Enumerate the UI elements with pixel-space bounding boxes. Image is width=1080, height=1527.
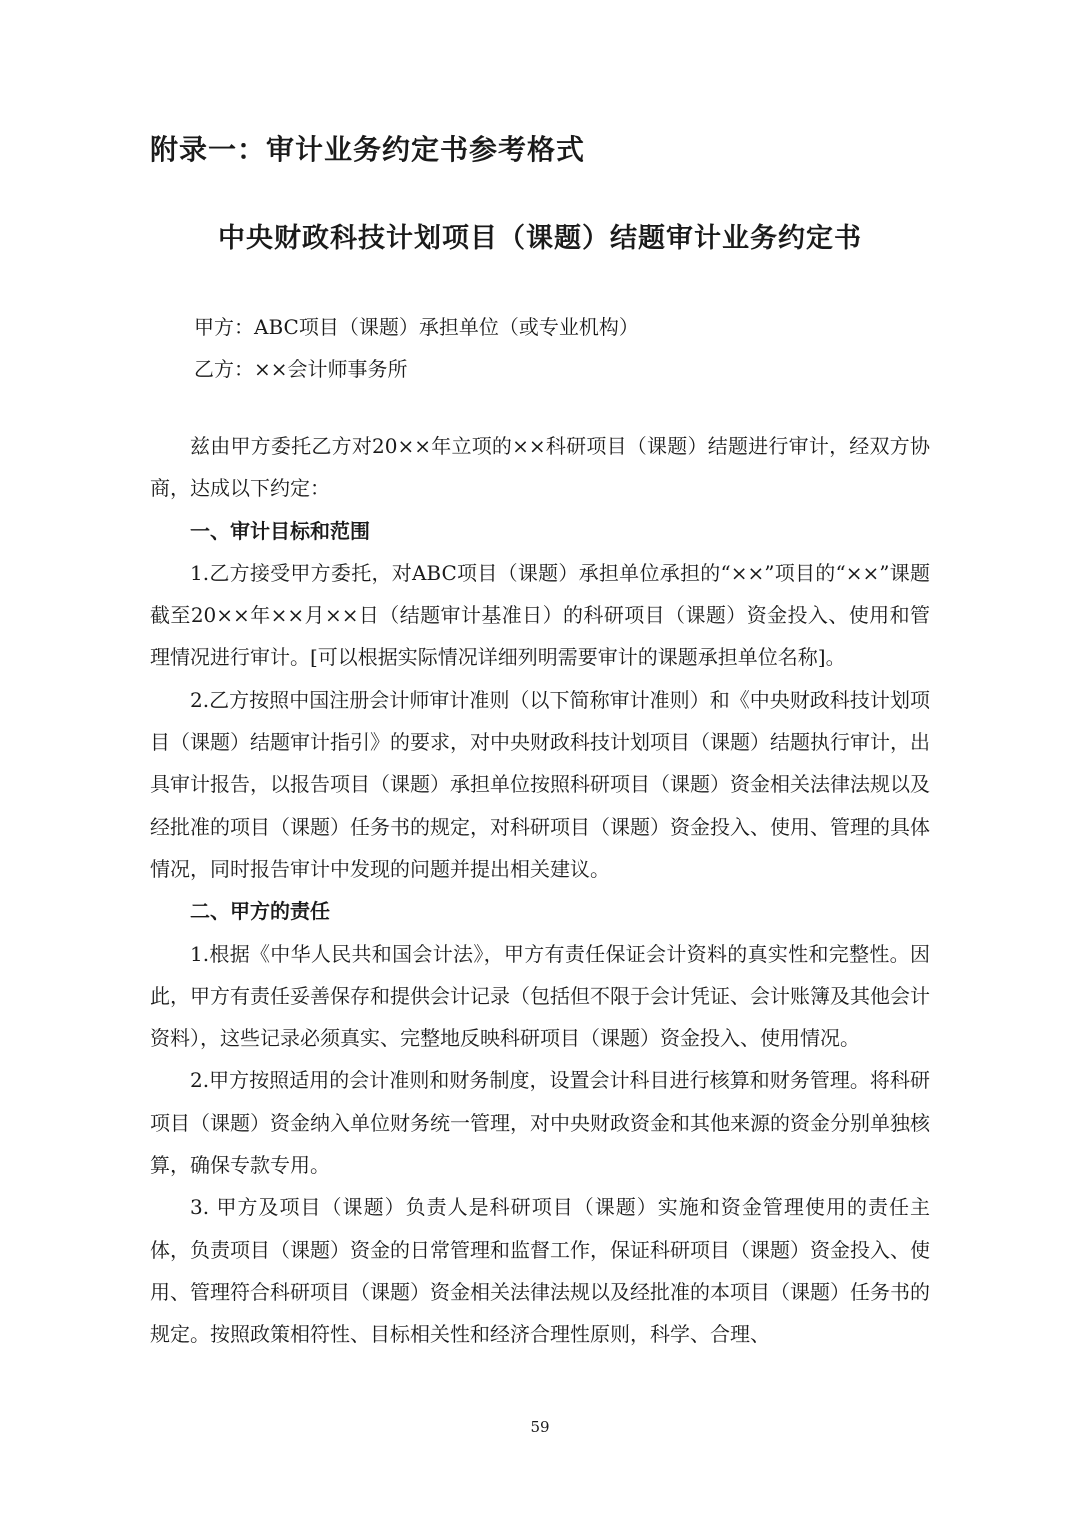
party-a: 甲方：ABC项目（课题）承担单位（或专业机构）	[194, 315, 639, 339]
paragraph: 1.乙方接受甲方委托，对ABC项目（课题）承担单位承担的“××”项目的“××”课题截至20××年××月××日（结题审计基准日）的科研项目（课题）资金投入、使用和管理情况进行审计。[可以根据实际情况详细列明需要审计的课题承担单位名称]。	[150, 560, 930, 670]
section-heading-party-a-duties: 二、甲方的责任	[190, 899, 330, 924]
party-b: 乙方：××会计师事务所	[194, 357, 408, 381]
intro-paragraph: 兹由甲方委托乙方对20××年立项的××科研项目（课题）结题进行审计，经双方协商，达成以下约定：	[150, 434, 930, 501]
paragraph: 2.乙方按照中国注册会计师审计准则（以下简称审计准则）和《中央财政科技计划项目（课题）结题审计指引》的要求，对中央财政科技计划项目（课题）结题执行审计，出具审计报告，以报告项目（课题）承担单位按照科研项目（课题）资金相关法律法规以及经批准的项目（课题）任务书的规定，对科研项目（课题）资金投入、使用、管理的具体情况，同时报告审计中发现的问题并提出相关建议。	[150, 687, 930, 881]
paragraph: 3. 甲方及项目（课题）负责人是科研项目（课题）实施和资金管理使用的责任主体，负责项目（课题）资金的日常管理和监督工作，保证科研项目（课题）资金投入、使用、管理符合科研项目（课题）资金相关法律法规以及经批准的本项目（课题）任务书的规定。按照政策相符性、目标相关性和经济合理性原则，科学、合理、	[150, 1195, 930, 1347]
paragraph: 1.根据《中华人民共和国会计法》，甲方有责任保证会计资料的真实性和完整性。因此，甲方有责任妥善保存和提供会计记录（包括但不限于会计凭证、会计账簿及其他会计资料），这些记录必须真实、完整地反映科研项目（课题）资金投入、使用情况。	[150, 941, 930, 1051]
appendix-title: 附录一：审计业务约定书参考格式	[150, 133, 586, 166]
parties-block	[194, 306, 639, 390]
paragraph: 2.甲方按照适用的会计准则和财务制度，设置会计科目进行核算和财务管理。将科研项目（课题）资金纳入单位财务统一管理，对中央财政资金和其他来源的资金分别单独核算，确保专款专用。	[150, 1068, 930, 1178]
page-number: 59	[530, 1418, 550, 1436]
document-body	[150, 425, 930, 1356]
section-heading-audit-scope: 一、审计目标和范围	[190, 518, 370, 543]
document-title: 中央财政科技计划项目（课题）结题审计业务约定书	[218, 223, 862, 254]
